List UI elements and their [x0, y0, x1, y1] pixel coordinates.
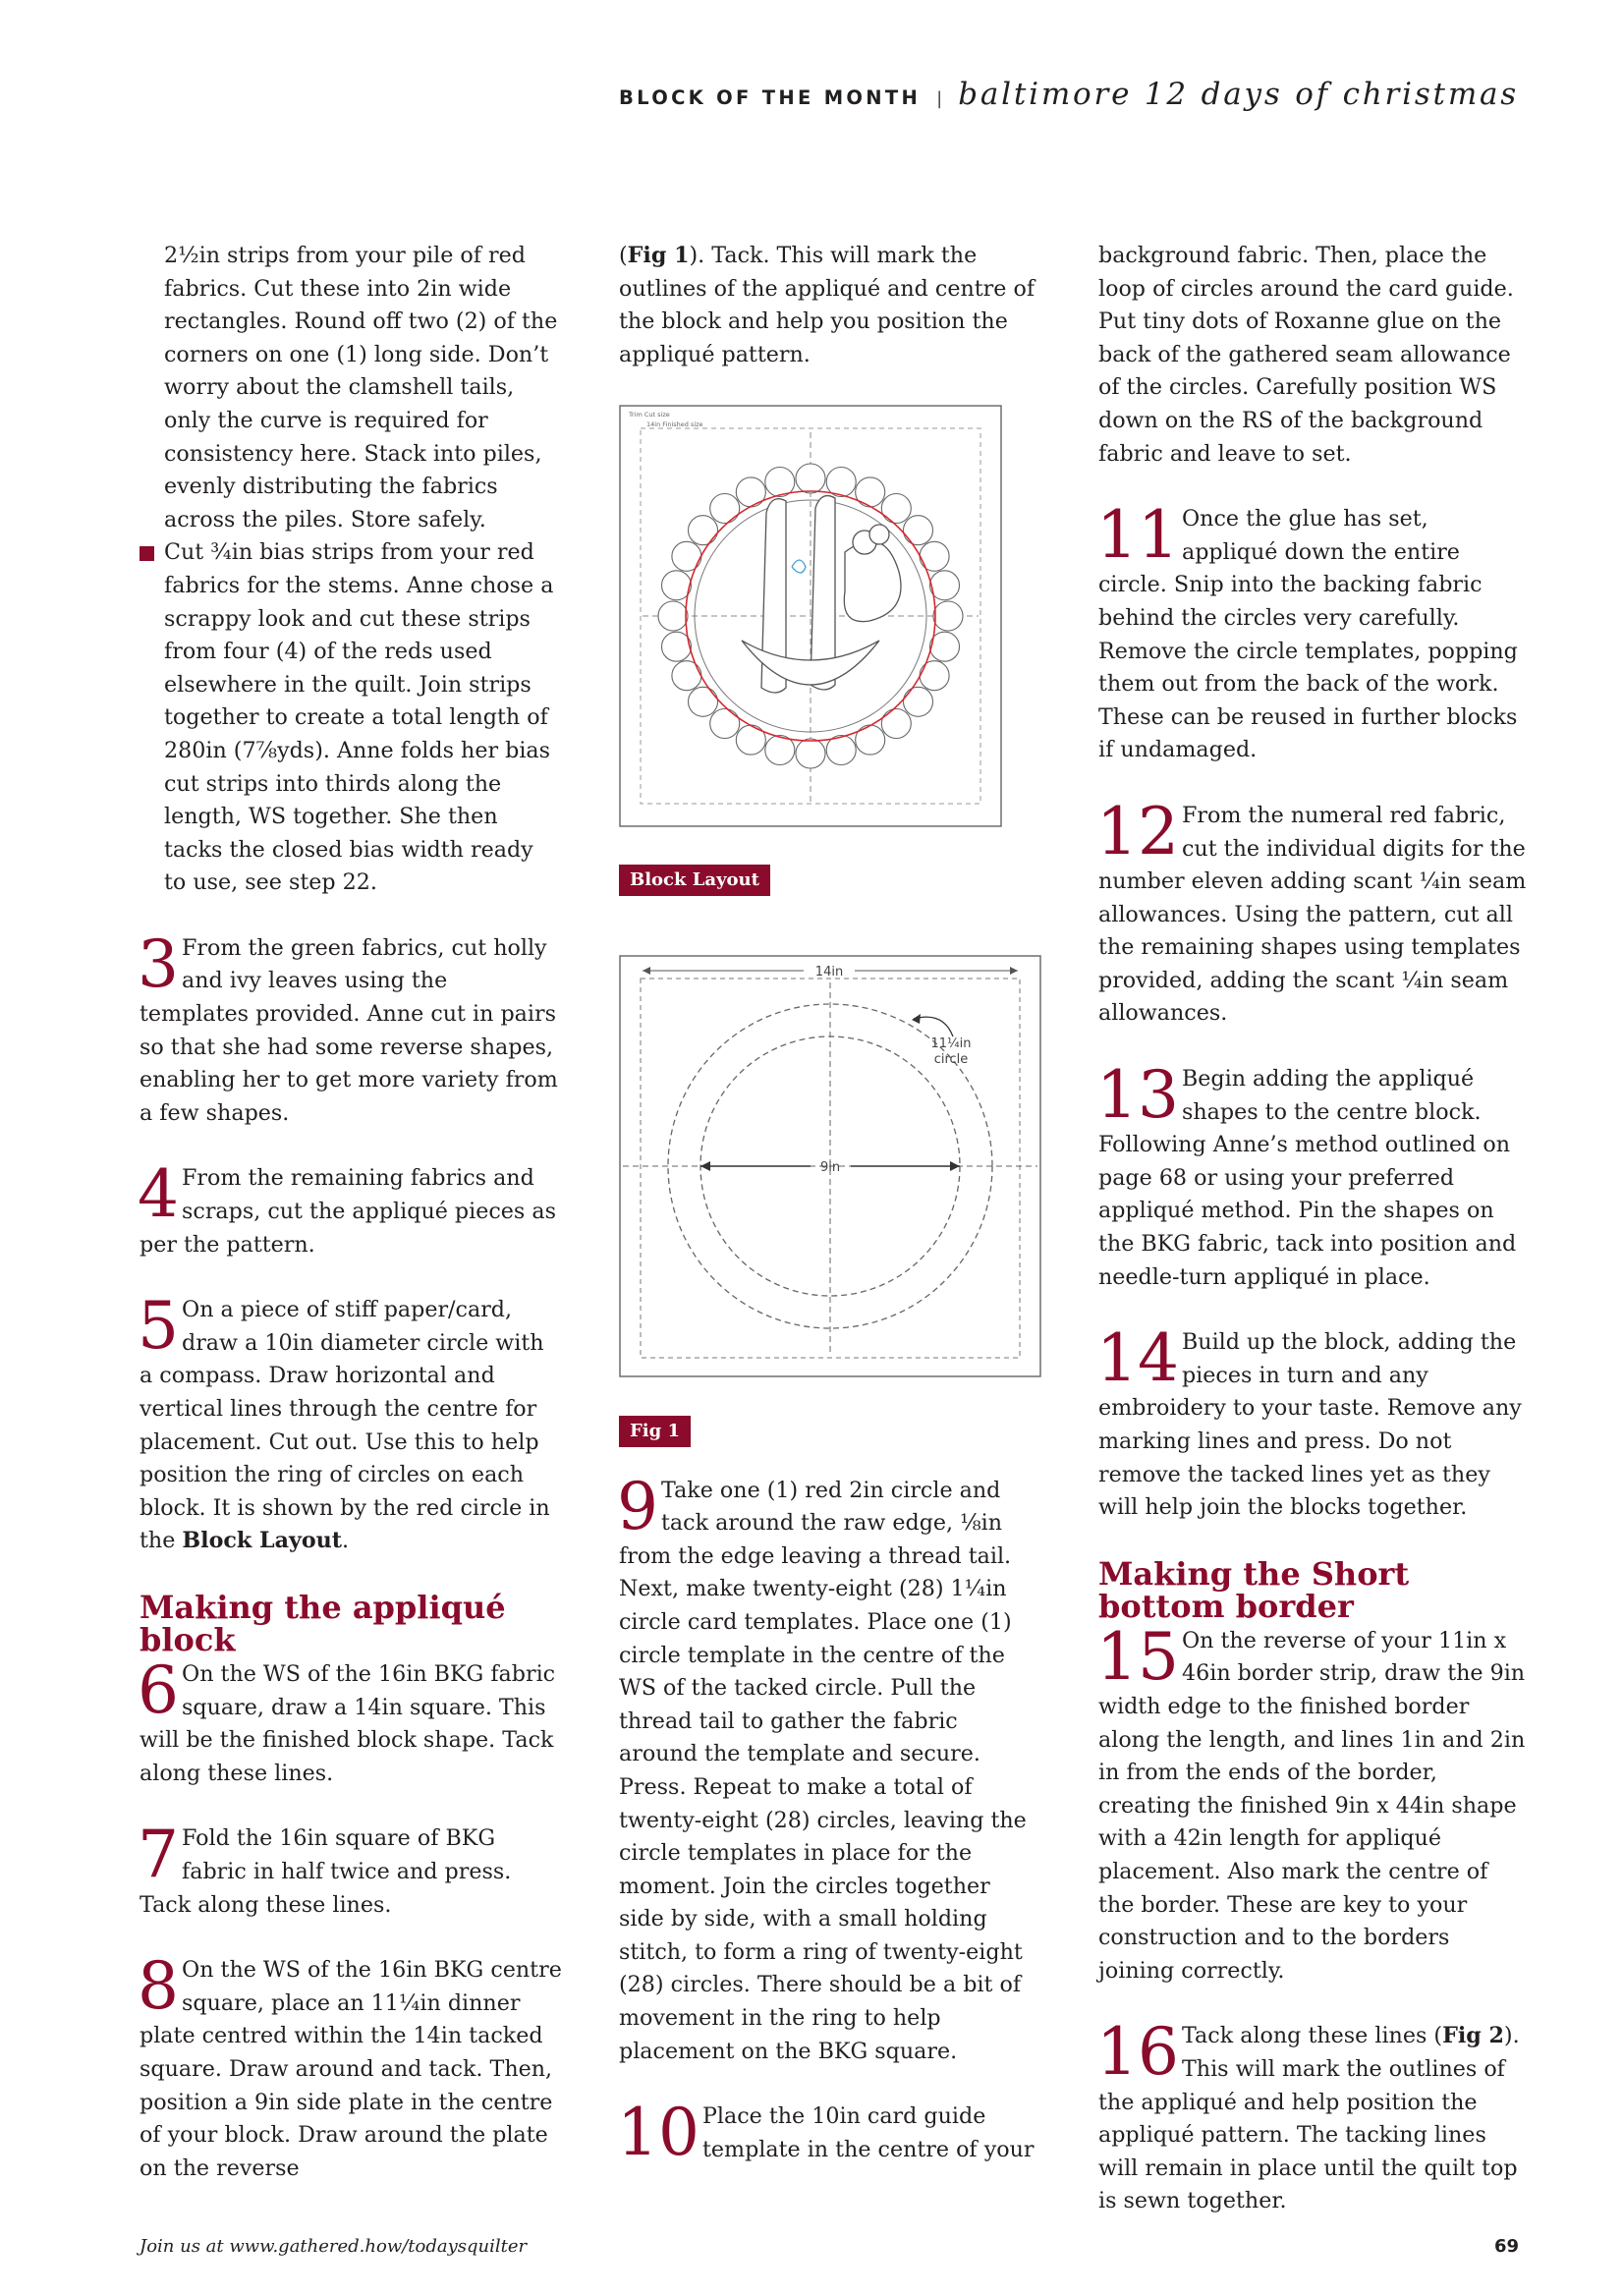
step-3	[138, 925, 562, 1131]
column-3	[1098, 240, 1527, 2218]
footer-url: Join us at www.gathered.how/todaysquilter	[140, 2236, 528, 2257]
ring-circle	[881, 494, 911, 524]
step-9	[617, 1468, 1041, 2069]
block-layout-diagram	[619, 405, 1002, 827]
step-text: Take one (1) red 2in circle and tack around the raw edge, ⅛in from the edge leaving a thread tail. Next, make twenty-eight (28) 1¼in circle card templates. Place one (1) circle template in the centre of the WS of the tacked circle. Pull the thread tail to gather the fabric around the template and secure. Press. Repeat to make a total of twenty-eight (28) circles, leaving the circle templates in place for the moment. Join the circles together side by side, with a small holding stitch, to form a ring of twenty-eight (28) circles. There should be a bit of movement in the ring to help placement on the BKG square.	[619, 1477, 1027, 2064]
ring-circle	[710, 494, 740, 524]
ring-circle	[904, 516, 933, 545]
step-11	[1096, 497, 1527, 767]
col3-intro: background fabric. Then, place the loop of circles around the card guide. Put tiny dots of Roxanne glue on the back of the gathered seam allowance of the circles. Carefully position WS down on the RS of the background fabric and leave to set.	[1098, 243, 1514, 467]
step-8	[138, 1948, 562, 2185]
step-text: Build up the block, adding the pieces in turn and any embroidery to your taste. Remove any marking lines and press. Do not remove the tacked lines yet as they will help join the blocks together.	[1098, 1329, 1522, 1521]
ring-circle	[904, 688, 933, 717]
step-number: 14	[1096, 1320, 1179, 1397]
step-text: Fold the 16in square of BKG fabric in half twice and press. Tack along these lines.	[140, 1825, 512, 1918]
step-13	[1096, 1057, 1527, 1294]
step-6	[138, 1652, 562, 1790]
ring-circle	[689, 688, 718, 717]
ring-circle	[689, 516, 718, 545]
step-text: Tack along these lines (	[1181, 2023, 1443, 2049]
step-text: Place the 10in card guide template in the centre of your	[701, 2103, 1035, 2162]
col1-intro: 2½in strips from your pile of red fabrics. Cut these into 2in wide rectangles. Round off two (2) of the corners on one (1) long side. Don’t worry about the clamshell tails, only the curve is required for consistency here. Stack into piles, evenly distributing the fabrics across the piles. Store safely.	[164, 243, 558, 532]
step-text: From the green fabrics, cut holly and ivy leaves using the templates provided. Anne cut in pairs so that she had some reverse shapes, enabling her to get more variety from a few shapes.	[140, 934, 558, 1126]
header-title: baltimore 12 days of christmas	[958, 77, 1519, 112]
header-separator: |	[936, 88, 943, 109]
ring-circle	[933, 601, 963, 631]
step-text-end: ). This will mark the outlines of the appliqué and help position the appliqué pattern. The tacking lines will remain in place until the quilt top is sewn together.	[1098, 2023, 1520, 2214]
ring-circle	[672, 542, 701, 572]
step-text: On the WS of the 16in BKG centre square, place an 11¼in dinner plate centred within the 14in tacked square. Draw around and tack. Then, position a 9in side plate in the centre of your block. Draw around the plate on the reverse	[140, 1957, 562, 2181]
trim-size-label: Trim Cut size	[629, 411, 670, 420]
ring-circle	[736, 477, 765, 507]
column-1	[140, 240, 562, 2185]
ring-circle	[796, 739, 825, 768]
step-5	[138, 1288, 562, 1558]
step-number: 4	[138, 1156, 179, 1233]
fig1-diagram	[619, 955, 1041, 1377]
block-layout-caption: Block Layout	[619, 865, 770, 896]
ring-circle	[856, 477, 885, 507]
step-number: 7	[138, 1817, 179, 1893]
col2-intro	[619, 240, 1041, 371]
intro-fig-ref: Fig 1	[627, 243, 690, 268]
step-7	[138, 1817, 562, 1922]
ring-circle	[856, 725, 885, 755]
step-16	[1096, 2014, 1527, 2218]
ring-circle	[658, 601, 688, 631]
section-heading-applique-block: Making the appliqué block	[140, 1588, 506, 1658]
ring-circle	[881, 709, 911, 739]
ring-circle	[736, 725, 765, 755]
step-text: Begin adding the appliqué shapes to the centre block. Following Anne’s method outlined on page 68 or using your preferred appliqué method. Pin the shapes on the BKG fabric, tack into position and needle-turn appliqué in place.	[1098, 1066, 1517, 1290]
step-number: 9	[617, 1468, 658, 1544]
ring-circle	[920, 661, 949, 691]
running-header	[619, 77, 1519, 112]
step-number: 16	[1096, 2014, 1179, 2091]
fig1-circle-label: 11¼in	[930, 1036, 972, 1051]
step-text: From the numeral red fabric, cut the individual digits for the number eleven adding scant ¼in seam allowances. Using the pattern, cut all the remaining shapes using templates provided, adding the scant ¼in seam allowances.	[1098, 802, 1527, 1027]
step-number: 8	[138, 1948, 179, 2025]
step-text: On the WS of the 16in BKG fabric square, draw a 14in square. This will be the finished block shape. Tack along these lines.	[140, 1660, 556, 1786]
fig1-circle-label-2: circle	[933, 1051, 969, 1067]
step-10	[617, 2095, 1041, 2171]
step-text: Once the glue has set, appliqué down the entire circle. Snip into the backing fabric behind the circles very carefully. Remove the circle templates, popping them out from the back of the work. These can be reused in further blocks if undamaged.	[1098, 506, 1518, 763]
bullet-bias-strips: Cut ¾in bias strips from your red fabrics for the stems. Anne chose a scrappy look and cut these strips from four (4) of the reds used elsewhere in the quilt. Join strips together to create a total length of 280in (7⅞yds). Anne folds her bias cut strips into thirds along the length, WS together. She then tacks the closed bias width ready to use, see step 22.	[140, 536, 562, 900]
step-text: From the remaining fabrics and scraps, cut the appliqué pieces as per the pattern.	[140, 1165, 556, 1258]
step-number: 13	[1096, 1057, 1179, 1134]
figure-block-layout	[619, 405, 1041, 896]
step-number: 12	[1096, 793, 1179, 869]
step-14	[1096, 1320, 1527, 1525]
step-text-bold: Block Layout	[182, 1528, 343, 1554]
step-number: 3	[138, 925, 179, 1002]
column-2	[617, 240, 1041, 2171]
step-number: 15	[1096, 1618, 1179, 1695]
ring-circle	[796, 464, 825, 493]
step-12	[1096, 793, 1527, 1031]
step-number: 10	[617, 2095, 700, 2171]
step-15	[1096, 1618, 1527, 1988]
step-text: On the reverse of your 11in x 46in border strip, draw the 9in width edge to the finished border along the length, and lines 1in and 2in in from the ends of the border, creating the finished 9in x 44in shape with a 42in length for appliqué placement. Also mark the centre of the border. These are key to your construction and to the borders joining correctly.	[1098, 1627, 1526, 1984]
step-text-end: .	[342, 1528, 350, 1554]
step-text-bold: Fig 2	[1442, 2023, 1504, 2049]
header-kicker: BLOCK OF THE MONTH	[619, 86, 922, 109]
intro-open: (	[619, 243, 628, 268]
finished-size-label: 14in Finished size	[646, 420, 703, 429]
step-number: 11	[1096, 497, 1179, 574]
step-text: On a piece of stiff paper/card, draw a 10in diameter circle with a compass. Draw horizontal and vertical lines through the centre for placement. Cut out. Use this to help position the ring of circles on each block. It is shown by the red circle in the	[140, 1297, 550, 1554]
step-number: 6	[138, 1652, 179, 1728]
step-number: 5	[138, 1288, 179, 1365]
intro-text: ). Tack. This will mark the outlines of the appliqué and centre of the block and help you position the appliqué pattern.	[619, 243, 1035, 367]
section-heading-bottom-border: Making the Short bottom border	[1098, 1554, 1410, 1625]
ring-circle	[710, 709, 740, 739]
fig1-width-label: 14in	[814, 964, 844, 980]
page-number: 69	[1493, 2236, 1519, 2257]
fig1-caption: Fig 1	[619, 1416, 691, 1447]
step-4	[138, 1156, 562, 1261]
figure-1	[619, 955, 1041, 1447]
fig1-inner-label: 9in	[819, 1159, 841, 1175]
ring-circle	[920, 542, 949, 572]
ring-circle	[672, 661, 701, 691]
